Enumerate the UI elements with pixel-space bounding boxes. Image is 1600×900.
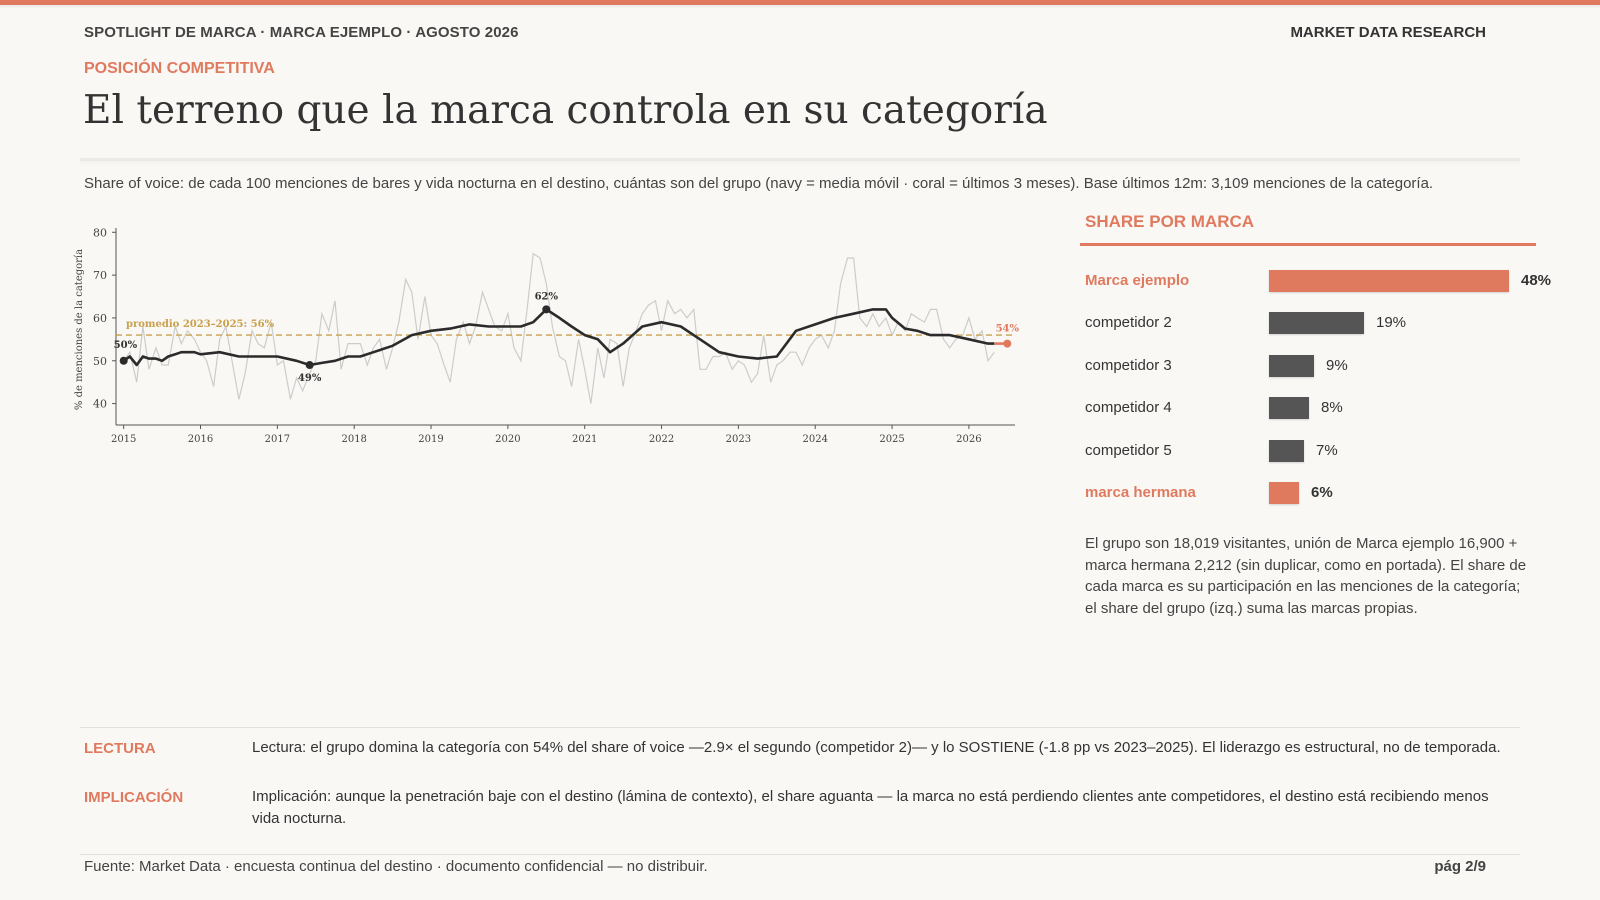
chart-plot-area xyxy=(114,254,1020,404)
annotation-label: 62% xyxy=(534,291,559,303)
x-tick-label: 2026 xyxy=(956,434,982,445)
y-tick-label: 40 xyxy=(93,397,107,411)
bar-panel-divider xyxy=(1080,243,1536,246)
annotation-point xyxy=(1003,340,1011,348)
x-tick-label: 2025 xyxy=(879,434,905,445)
brand-bar-row xyxy=(1085,397,1555,421)
brand-bar-row xyxy=(1085,355,1555,379)
annotation-point xyxy=(306,361,314,369)
annotation-label: 49% xyxy=(297,373,322,385)
source-note: Fuente: Market Data · encuesta continua del destino · documento confidencial — no distribuir. xyxy=(84,858,708,875)
average-reference-label: promedio 2023–2025: 56% xyxy=(126,319,275,331)
y-tick-label: 50 xyxy=(93,354,107,368)
x-tick-label: 2018 xyxy=(341,434,367,445)
lectura-label: LECTURA xyxy=(84,740,156,757)
top-accent-shadow xyxy=(0,5,1600,9)
implicacion-text: Implicación: aunque la penetración baje con el destino (lámina de contexto), el share aguanta — la marca no está perdiendo clientes ante competidores, el destino está recibiendo menos vida nocturna. xyxy=(252,788,1489,827)
brand-bar-row xyxy=(1085,482,1555,506)
page-number: pág 2/9 xyxy=(1434,858,1486,875)
bar-panel-title: SHARE POR MARCA xyxy=(1085,212,1255,231)
brand-share-value: 8% xyxy=(1321,399,1343,417)
x-tick-label: 2017 xyxy=(264,434,291,445)
annotation-point xyxy=(120,357,128,365)
annotation-label: 54% xyxy=(995,323,1020,335)
x-tick-label: 2021 xyxy=(571,434,598,445)
x-tick-label: 2022 xyxy=(648,434,675,445)
section-kicker: POSICIÓN COMPETITIVA xyxy=(84,60,275,77)
brand-bar xyxy=(1269,397,1309,419)
brand-bar xyxy=(1269,440,1304,462)
brand-bar xyxy=(1269,270,1509,292)
brand-share-value: 19% xyxy=(1376,314,1407,332)
brand-bar xyxy=(1269,355,1314,377)
x-tick-label: 2023 xyxy=(725,434,752,445)
brand-share-value: 48% xyxy=(1521,272,1552,289)
lectura-text: Lectura: el grupo domina la categoría con 54% del share of voice —2.9× el segundo (competidor 2)— y lo SOSTIENE (-1.8 pp vs 2023–2025). El liderazgo es estructural, no de temporada. xyxy=(252,739,1501,756)
page-title: El terreno que la marca controla en su categoría xyxy=(83,88,1048,133)
x-tick-label: 2015 xyxy=(110,434,137,445)
share-of-voice-line-chart xyxy=(70,222,1030,452)
chart-subtitle: Share of voice: de cada 100 menciones de bares y vida nocturna en el destino, cuántas son del grupo (navy = media móvil · coral = últimos 3 meses). Base últimos 12m: 3,109 menciones de la categoría. xyxy=(84,175,1434,192)
brand-share-value: 7% xyxy=(1316,441,1338,459)
brand-label: competidor 3 xyxy=(1085,356,1172,374)
brand-bar-row xyxy=(1085,270,1555,294)
footer-divider-top xyxy=(80,727,1520,728)
y-tick-label: 70 xyxy=(93,269,107,283)
header-breadcrumb: SPOTLIGHT DE MARCA · MARCA EJEMPLO · AGOSTO 2026 xyxy=(84,24,519,41)
x-tick-label: 2020 xyxy=(495,434,521,445)
y-axis-label: % de menciones de la categoría xyxy=(74,248,85,411)
panel-note: El grupo son 18,019 visitantes, unión de Marca ejemplo 16,900 + marca hermana 2,212 (sin duplicar, como en portada). El share de cada marca es su participación en las menciones de la categoría; el share del grupo (izq.) suma las marcas propias. xyxy=(1085,535,1527,617)
y-tick-label: 60 xyxy=(93,311,107,325)
header-brand: MARKET DATA RESEARCH xyxy=(1290,24,1486,41)
brand-bar-row xyxy=(1085,312,1555,336)
brand-bar-row xyxy=(1085,440,1555,464)
brand-label: Marca ejemplo xyxy=(1085,272,1190,289)
annotation-point xyxy=(542,305,550,313)
x-tick-label: 2016 xyxy=(187,434,214,445)
brand-label: competidor 5 xyxy=(1085,441,1172,459)
brand-label: competidor 2 xyxy=(1085,314,1172,332)
brand-share-value: 6% xyxy=(1311,484,1333,501)
chart-axes xyxy=(74,226,1015,445)
brand-bar xyxy=(1269,482,1299,504)
brand-label: competidor 4 xyxy=(1085,399,1172,417)
brand-label: marca hermana xyxy=(1085,484,1196,501)
implicacion-label: IMPLICACIÓN xyxy=(84,789,184,806)
title-divider xyxy=(80,158,1520,161)
brand-share-value: 9% xyxy=(1326,356,1348,374)
x-tick-label: 2024 xyxy=(802,434,828,445)
annotation-label: 50% xyxy=(113,339,138,351)
footer-divider-bottom xyxy=(80,854,1520,855)
x-tick-label: 2019 xyxy=(418,434,444,445)
brand-bar xyxy=(1269,312,1364,334)
y-tick-label: 80 xyxy=(93,226,107,240)
